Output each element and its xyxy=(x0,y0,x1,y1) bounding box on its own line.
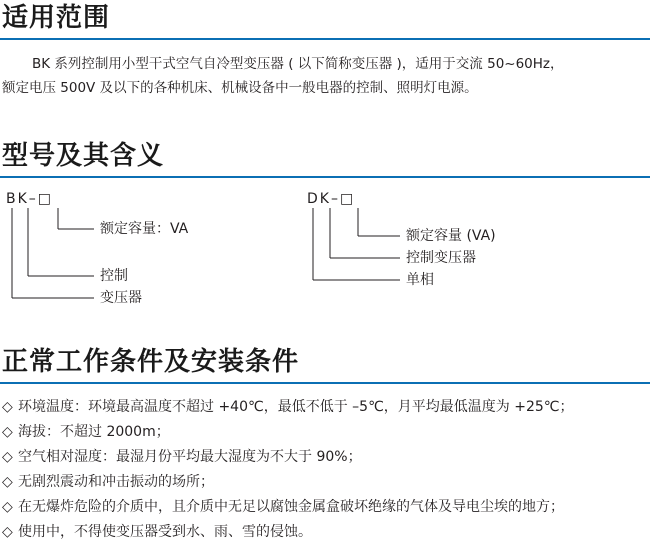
dk-label-control-transformer: 控制变压器 xyxy=(406,250,476,266)
diamond-bullet-icon: ◇ xyxy=(2,474,13,490)
diamond-bullet-icon: ◇ xyxy=(2,399,13,415)
condition-item: ◇ 在无爆炸危险的介质中，且介质中无足以腐蚀金属盒破坏绝缘的气体及导电尘埃的地方； xyxy=(2,496,564,518)
condition-item: ◇ 无剧烈震动和冲击振动的场所； xyxy=(2,471,214,493)
scope-paragraph-line-2: 额定电压 500V 及以下的各种机床、机械设备中一般电器的控制、照明灯电源。 xyxy=(2,80,478,96)
section-rule-conditions xyxy=(0,382,650,384)
condition-item: ◇ 空气相对湿度：最湿月份平均最大湿度为不大于 90%； xyxy=(2,446,362,468)
diamond-bullet-icon: ◇ xyxy=(2,449,13,465)
model-code-bk: BK–□ xyxy=(6,191,54,207)
section-title-conditions: 正常工作条件及安装条件 xyxy=(2,347,300,377)
section-title-scope: 适用范围 xyxy=(2,3,111,33)
condition-item: ◇ 使用中，不得使变压器受到水、雨、雪的侵蚀。 xyxy=(2,521,312,543)
scope-paragraph-line-1: BK 系列控制用小型干式空气自冷型变压器 ( 以下简称变压器 )，适用于交流 50~60Hz， xyxy=(32,56,564,72)
bk-label-control: 控制 xyxy=(100,268,128,284)
diamond-bullet-icon: ◇ xyxy=(2,499,13,515)
dk-label-single-phase: 单相 xyxy=(406,272,434,288)
dk-label-capacity: 额定容量 (VA) xyxy=(406,228,496,244)
bk-label-capacity: 额定容量：VA xyxy=(100,221,189,237)
condition-item: ◇ 海拔：不超过 2000m； xyxy=(2,421,170,443)
bk-label-transformer: 变压器 xyxy=(100,290,142,306)
condition-item: ◇ 环境温度：环境最高温度不超过 +40℃，最低不低于 –5℃，月平均最低温度为 +25℃； xyxy=(2,396,574,418)
diamond-bullet-icon: ◇ xyxy=(2,424,13,440)
model-code-dk: DK–□ xyxy=(307,191,356,207)
diamond-bullet-icon: ◇ xyxy=(2,524,13,540)
section-title-model: 型号及其含义 xyxy=(2,141,165,171)
